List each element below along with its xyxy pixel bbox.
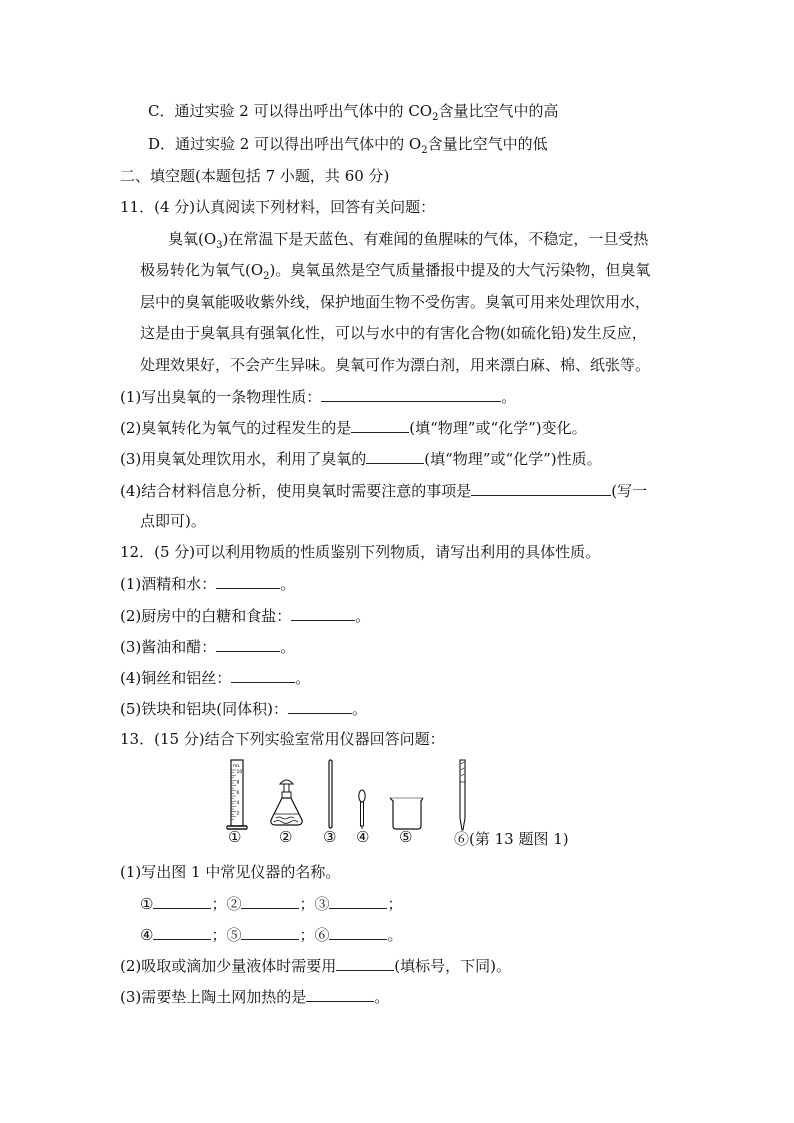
beaker-icon — [390, 798, 423, 829]
answer-blank[interactable] — [471, 479, 611, 496]
passage-line-3: 层中的臭氧能吸收紫外线，保护地面生物不受伤害。臭氧可用来处理饮用水， — [140, 293, 651, 311]
answer-blank[interactable] — [153, 923, 211, 940]
question-13-3: (3)需要垫上陶土网加热的是 。 — [120, 985, 389, 1008]
question-12-4: (4)铜丝和铝丝： 。 — [120, 666, 310, 689]
question-12-1: (1)酒精和水： 。 — [120, 572, 295, 595]
dropper-icon — [359, 790, 365, 829]
answer-blank[interactable] — [216, 635, 280, 652]
question-13-1-row-1: ① ；② ；③ ； — [140, 892, 403, 915]
option-c: C．通过实验 2 可以得出呼出气体中的 $CO_2$含量比空气中的高 — [148, 102, 559, 123]
instrument-label-6: ⑥(第 13 题图 1) — [454, 830, 569, 848]
question-11-2: (2)臭氧转化为氧气的过程发生的是 (填“物理”或“化学”)变化。 — [120, 416, 587, 439]
question-13-stem: 13．(15 分)结合下列实验室常用仪器回答问题： — [120, 730, 445, 748]
question-11-4: (4)结合材料信息分析，使用臭氧时需要注意的事项是 (写一 — [120, 479, 647, 502]
answer-blank[interactable] — [329, 923, 387, 940]
cylinder-tick-label: 4 — [236, 801, 240, 807]
passage-line-1: 臭氧$(O_3)$在常温下是天蓝色、有难闻的鱼腥味的气体，不稳定，一旦受热 — [168, 230, 649, 251]
question-13-1: (1)写出图 1 中常见仪器的名称。 — [120, 863, 341, 881]
question-11-4-cont: 点即可)。 — [140, 512, 206, 530]
graduated-cylinder-icon — [227, 760, 247, 829]
cylinder-tick-label: 6 — [236, 790, 240, 796]
instrument-label-1: ① — [228, 828, 242, 846]
answer-blank[interactable] — [329, 892, 387, 909]
answer-blank[interactable] — [231, 666, 295, 683]
answer-blank[interactable] — [291, 604, 355, 621]
option-d: D．通过实验 2 可以得出呼出气体中的 $O_2$含量比空气中的低 — [148, 135, 548, 156]
passage-line-5: 处理效果好，不会产生异味。臭氧可作为漂白剂，用来漂白麻、棉、纸张等。 — [140, 356, 651, 374]
passage-line-4: 这是由于臭氧具有强氧化性，可以与水中的有害化合物(如硫化铅)发生反应， — [140, 324, 647, 342]
question-13-1-row-2: ④ ；⑤ ；⑥ 。 — [140, 923, 403, 946]
instrument-label-4: ④ — [356, 828, 370, 846]
cylinder-tick-label: 2 — [236, 811, 240, 817]
question-11-1: (1)写出臭氧的一条物理性质： 。 — [120, 385, 516, 408]
answer-blank[interactable] — [153, 892, 211, 909]
passage-line-2: 极易转化为氧气$(O_2)$。臭氧虽然是空气质量播报中提及的大气污染物，但臭氧 — [140, 261, 651, 282]
cylinder-unit-label: mL — [233, 764, 240, 769]
figure-caption: (第 13 题图 1) — [469, 830, 569, 848]
answer-blank[interactable] — [288, 697, 352, 714]
question-13-2: (2)吸取或滴加少量液体时需要用 (填标号，下同)。 — [120, 954, 511, 977]
question-11-stem: 11．(4 分)认真阅读下列材料，回答有关问题： — [120, 198, 436, 216]
alcohol-lamp-icon — [271, 780, 302, 825]
question-12-stem: 12．(5 分)可以利用物质的性质鉴别下列物质，请写出利用的具体性质。 — [120, 543, 601, 561]
section-heading: 二、填空题(本题包括 7 小题，共 60 分) — [120, 167, 390, 185]
instrument-label-2: ② — [279, 828, 293, 846]
cylinder-tick-label: 10 — [236, 770, 243, 775]
answer-blank[interactable] — [366, 447, 424, 464]
glass-rod-icon — [329, 760, 332, 828]
answer-blank[interactable] — [241, 923, 299, 940]
cylinder-tick-label: 8 — [236, 780, 240, 786]
question-12-5: (5)铁块和铝块(同体积)： 。 — [120, 697, 367, 720]
answer-blank[interactable] — [336, 954, 394, 971]
question-11-3: (3)用臭氧处理饮用水，利用了臭氧的 (填“物理”或“化学”)性质。 — [120, 447, 602, 470]
burette-icon — [460, 760, 465, 830]
answer-blank[interactable] — [351, 416, 409, 433]
instrument-label-3: ③ — [323, 828, 337, 846]
instrument-label-5: ⑤ — [399, 828, 413, 846]
answer-blank[interactable] — [321, 385, 501, 402]
answer-blank[interactable] — [216, 572, 280, 589]
instruments-figure — [222, 758, 572, 857]
answer-blank[interactable] — [306, 985, 374, 1002]
answer-blank[interactable] — [241, 892, 299, 909]
question-12-3: (3)酱油和醋： 。 — [120, 635, 295, 658]
question-12-2: (2)厨房中的白糖和食盐： 。 — [120, 604, 370, 627]
